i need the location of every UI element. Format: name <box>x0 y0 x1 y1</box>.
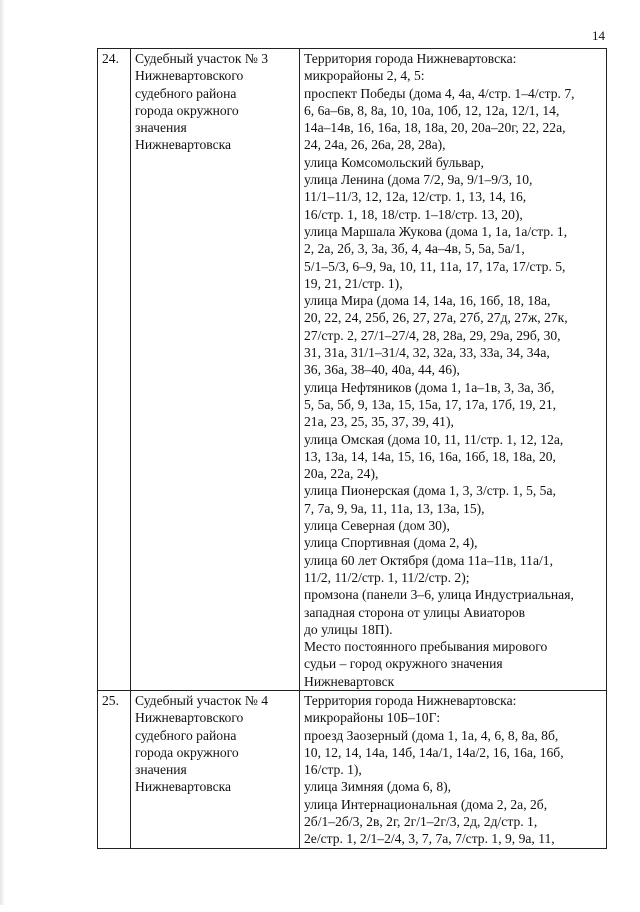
territory-line: Место постоянного пребывания мирового <box>304 639 548 655</box>
territory-line: до улицы 18П). <box>304 621 393 637</box>
territory-line: улица Нефтяников (дома 1, 1а–1в, 3, 3а, 3б, <box>304 379 555 395</box>
row-number: 24. <box>98 49 131 691</box>
territory-line: 2б/1–2б/3, 2в, 2г, 2г/1–2г/3, 2д, 2д/стр. 1, <box>304 814 538 830</box>
table-row <box>98 690 607 848</box>
territory-cell <box>300 690 607 848</box>
territory-line: 11/1–11/3, 12, 12а, 12/стр. 1, 13, 14, 16, <box>304 189 527 205</box>
territory-line: улица Спортивная (дома 2, 4), <box>304 535 478 551</box>
territory-cell <box>300 49 607 691</box>
territory-line: улица Омская (дома 10, 11, 11/стр. 1, 12, 12а, <box>304 431 564 447</box>
territory-line: 2е/стр. 1, 2/1–2/4, 3, 7, 7а, 7/стр. 1, 9, 9а, 11, <box>304 831 555 847</box>
territory-line: улица Мира (дома 14, 14а, 16, 16б, 18, 18а, <box>304 293 551 309</box>
territory-line: улица Северная (дом 30), <box>304 518 450 534</box>
territory-line: улица Ленина (дома 7/2, 9а, 9/1–9/3, 10, <box>304 172 533 188</box>
court-name-line: города окружного <box>135 744 239 760</box>
court-name-line: судебного района <box>135 727 237 743</box>
page-number: 14 <box>592 28 605 43</box>
court-name-line: Судебный участок № 4 <box>135 692 269 708</box>
territory-line: 20, 22, 24, 25б, 26, 27, 27а, 27б, 27д, 27ж, 27к, <box>304 310 568 326</box>
court-name-line: судебного района <box>135 85 237 101</box>
territory-line: 14а–14в, 16, 16а, 18, 18а, 20, 20а–20г, 22, 22а, <box>304 120 566 136</box>
court-name-line: значения <box>135 762 187 778</box>
table-row <box>98 49 607 691</box>
territory-line: 13, 13а, 14, 14а, 15, 16, 16а, 16б, 18, 18а, 20, <box>304 448 556 464</box>
court-name-line: Нижневартовского <box>135 68 244 84</box>
territory-line: 2, 2а, 2б, 3, 3а, 3б, 4, 4а–4в, 5, 5а, 5а/1, <box>304 241 525 257</box>
territory-line: 10, 12, 14, 14а, 14б, 14а/1, 14а/2, 16, 16а, 16б, <box>304 744 564 760</box>
court-name-cell <box>131 49 300 691</box>
territory-line: 11/2, 11/2/стр. 1, 11/2/стр. 2); <box>304 569 470 585</box>
territory-line: Территория города Нижневартовска: <box>304 51 517 66</box>
territory-line: проспект Победы (дома 4, 4а, 4/стр. 1–4/стр. 7, <box>304 85 575 101</box>
territory-line: микрорайоны 10Б–10Г: <box>304 710 441 726</box>
court-name-line: Нижневартовска <box>135 779 232 795</box>
territory-line: улица Зимняя (дома 6, 8), <box>304 779 452 795</box>
territory-line: Территория города Нижневартовска: <box>304 692 517 708</box>
row-number: 25. <box>98 690 131 848</box>
territory-line: 5/1–5/3, 6–9, 9а, 10, 11, 11а, 17, 17а, 17/стр. 5, <box>304 258 566 274</box>
territory-line: Нижневартовск <box>304 673 395 689</box>
territory-line: микрорайоны 2, 4, 5: <box>304 68 425 84</box>
territory-line: 7, 7а, 9, 9а, 11, 11а, 13, 13а, 15), <box>304 500 485 516</box>
scan-edge <box>0 0 5 905</box>
court-name-line: города окружного <box>135 102 239 118</box>
territory-line: 5, 5а, 5б, 9, 13а, 15, 15а, 17, 17а, 17б, 19, 21, <box>304 396 557 412</box>
territory-line: 19, 21, 21/стр. 1), <box>304 275 403 291</box>
territory-line: 16/стр. 1), <box>304 762 362 778</box>
court-name-line: Нижневартовского <box>135 710 244 726</box>
territory-line: улица 60 лет Октября (дома 11а–11в, 11а/1, <box>304 552 553 568</box>
court-name-line: значения <box>135 120 187 136</box>
territory-line: 21а, 23, 25, 35, 37, 39, 41), <box>304 414 454 430</box>
territory-line: судьи – город окружного значения <box>304 656 503 672</box>
territory-line: 20а, 22а, 24), <box>304 466 379 482</box>
territory-line: улица Маршала Жукова (дома 1, 1а, 1а/стр. 1, <box>304 223 568 239</box>
court-name-line: Нижневартовска <box>135 137 232 153</box>
territory-line: западная сторона от улицы Авиаторов <box>304 604 526 620</box>
territory-line: 31, 31а, 31/1–31/4, 32, 32а, 33, 33а, 34, 34а, <box>304 345 550 361</box>
court-name-line: Судебный участок № 3 <box>135 51 269 66</box>
territory-line: 6, 6а–6в, 8, 8а, 10, 10а, 10б, 12, 12а, 12/1, 14, <box>304 102 560 118</box>
territory-line: улица Комсомольский бульвар, <box>304 154 484 170</box>
territory-line: 27/стр. 2, 27/1–27/4, 28, 28а, 29, 29а, 29б, 30, <box>304 327 561 343</box>
territory-line: 36, 36а, 38–40, 40а, 44, 46), <box>304 362 460 378</box>
court-name-cell <box>131 690 300 848</box>
territory-line: улица Пионерская (дома 1, 3, 3/стр. 1, 5, 5а, <box>304 483 556 499</box>
territory-line: 16/стр. 1, 18, 18/стр. 1–18/стр. 13, 20), <box>304 206 523 222</box>
territory-line: проезд Заозерный (дома 1, 1а, 4, 6, 8, 8а, 8б, <box>304 727 559 743</box>
court-districts-table <box>97 48 607 849</box>
territory-line: промзона (панели 3–6, улица Индустриальная, <box>304 587 574 603</box>
page-continuation-cut <box>95 852 610 912</box>
territory-line: 24, 24а, 26, 26а, 28, 28а), <box>304 137 446 153</box>
territory-line: улица Интернациональная (дома 2, 2а, 2б, <box>304 796 548 812</box>
